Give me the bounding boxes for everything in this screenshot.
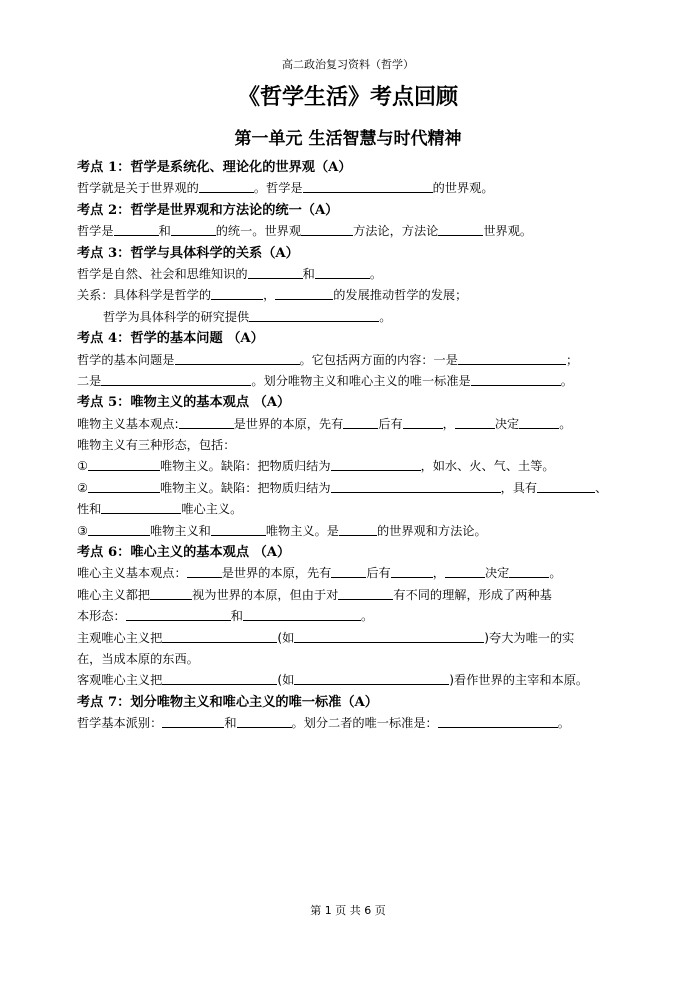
- blank: [338, 587, 393, 600]
- blank: [162, 672, 277, 685]
- kp4-line-2: [77, 371, 667, 392]
- text: 决定: [484, 566, 510, 581]
- text: 是世界的本原，先有: [233, 416, 344, 431]
- text: 。: [549, 566, 562, 581]
- kp3-line-2: [77, 285, 667, 306]
- text: ①: [77, 459, 88, 474]
- blank: [248, 266, 303, 279]
- text: 唯物主义和: [149, 523, 211, 538]
- text: )夸大为唯一的实: [484, 630, 575, 645]
- kp5-heading: 考点 5：唯物主义的基本观点 （A）: [77, 395, 291, 411]
- text: 。: [559, 416, 572, 431]
- text: ，如水、火、气、土等。: [420, 459, 555, 474]
- text: 。哲学是: [253, 181, 303, 196]
- blank: [114, 223, 159, 236]
- blank: [88, 480, 160, 493]
- text: (如: [277, 630, 295, 645]
- kp5-line-6: [77, 521, 667, 542]
- kp6-line-1: [77, 563, 667, 584]
- text: ，: [432, 566, 445, 581]
- blank: [445, 565, 485, 578]
- kp7-line-1: [77, 713, 667, 734]
- text: 的发展推动哲学的发展；: [333, 288, 468, 303]
- text: 本形态：: [77, 609, 126, 624]
- text: 哲学基本派别：: [77, 716, 163, 731]
- kp6-line-2: [77, 585, 667, 606]
- exam-points: [77, 157, 667, 735]
- text: 哲学为具体科学的研究提供: [103, 309, 250, 324]
- text: 。: [360, 609, 374, 624]
- text: 。: [557, 716, 570, 731]
- blank: [391, 565, 433, 578]
- kp6-heading: 考点 6：唯心主义的基本观点 （A）: [77, 545, 291, 561]
- kp5-line-1: [77, 414, 667, 435]
- blank: [537, 480, 595, 493]
- text: (如: [277, 673, 295, 688]
- blank: [519, 416, 559, 429]
- blank: [243, 608, 361, 621]
- text: 性和: [77, 502, 102, 517]
- blank: [187, 565, 222, 578]
- text: 唯物主义。缺陷：把物质归结为: [159, 459, 331, 474]
- text: 、: [595, 480, 608, 495]
- blank: [126, 608, 231, 621]
- blank: [171, 223, 216, 236]
- blank: [101, 501, 181, 514]
- text: 哲学的基本问题是: [77, 352, 175, 367]
- blank: [339, 523, 377, 536]
- text: 。划分二者的唯一标准是：: [291, 716, 438, 731]
- blank: [211, 523, 266, 536]
- blank: [331, 480, 501, 493]
- kp5-line-5: [77, 499, 667, 520]
- blank: [179, 416, 234, 429]
- blank: [211, 287, 263, 300]
- text: ，具有: [500, 480, 538, 495]
- blank: [199, 180, 254, 193]
- blank: [471, 373, 561, 386]
- kp3-line-3: [77, 307, 667, 328]
- blank: [88, 523, 150, 536]
- blank: [237, 715, 292, 728]
- blank: [101, 373, 251, 386]
- unit-title: 第一单元 生活智慧与时代精神: [234, 129, 462, 149]
- text: ，: [442, 416, 455, 431]
- blank: [458, 352, 566, 365]
- kp5-line-2: 唯物主义有三种形态，包括：: [77, 438, 236, 453]
- text: 的世界观和方法论。: [377, 523, 487, 538]
- kp6-line-5: 在，当成本原的东西。: [77, 651, 199, 666]
- blank: [331, 458, 421, 471]
- blank: [162, 630, 277, 643]
- text: 唯心主义。: [181, 502, 243, 517]
- text: 和: [302, 266, 315, 281]
- blank: [175, 352, 300, 365]
- text: 和: [230, 609, 243, 624]
- blank: [249, 309, 379, 322]
- blank: [438, 223, 483, 236]
- text: 二是: [77, 373, 102, 388]
- blank: [303, 180, 433, 193]
- text: 后有: [378, 416, 403, 431]
- document-title: 《哲学生活》考点回顾: [237, 84, 458, 110]
- blank: [509, 565, 549, 578]
- text: 关系：具体科学是哲学的: [77, 288, 212, 303]
- kp4-line-1: [77, 350, 667, 371]
- kp2-heading: 考点 2：哲学是世界观和方法论的统一（A）: [77, 202, 339, 218]
- text: 唯心主义基本观点：: [77, 566, 187, 581]
- kp2-line-1: [77, 221, 667, 242]
- text: 。划分唯物主义和唯心主义的唯一标准是: [251, 373, 471, 388]
- text: 哲学是: [77, 224, 114, 239]
- blank: [275, 287, 333, 300]
- text: 。: [379, 309, 392, 324]
- text: 客观唯心主义把: [77, 673, 163, 688]
- blank: [294, 672, 449, 685]
- kp6-line-4: [77, 628, 667, 649]
- text: ③: [77, 523, 88, 538]
- text: 决定: [494, 416, 520, 431]
- kp5-line-4: [77, 478, 667, 499]
- page-header: 高二政治复习资料（哲学）: [282, 58, 414, 71]
- kp1-heading: 考点 1：哲学是系统化、理论化的世界观（A）: [77, 160, 352, 175]
- text: ②: [77, 480, 88, 495]
- blank: [294, 630, 484, 643]
- blank: [438, 715, 558, 728]
- blank: [315, 266, 370, 279]
- kp3-line-1: [77, 264, 667, 285]
- blank: [331, 565, 366, 578]
- text: 的世界观。: [432, 181, 494, 196]
- blank: [150, 587, 192, 600]
- text: ；: [565, 352, 579, 367]
- text: 。它包括两方面的内容：一是: [299, 352, 458, 367]
- text: 。: [369, 266, 382, 281]
- text: 后有: [366, 566, 391, 581]
- kp5-line-3: [77, 456, 667, 477]
- text: 主观唯心主义把: [77, 630, 163, 645]
- text: 哲学是自然、社会和思维知识的: [77, 266, 248, 281]
- text: 和: [158, 224, 171, 239]
- text: 唯物主义。缺陷：把物质归结为: [159, 480, 331, 495]
- text: 方法论，方法论: [353, 224, 439, 239]
- text: 有不同的理解，形成了两种基: [393, 587, 552, 602]
- text: 唯心主义都把: [77, 587, 151, 602]
- text: 世界观。: [483, 224, 533, 239]
- blank: [301, 223, 353, 236]
- blank: [343, 416, 378, 429]
- blank: [455, 416, 495, 429]
- text: 是世界的本原，先有: [221, 566, 332, 581]
- text: 哲学就是关于世界观的: [77, 181, 199, 196]
- text: 唯物主义基本观点:: [77, 416, 179, 431]
- text: 视为世界的本原，但由于对: [192, 587, 339, 602]
- kp1-line-1: [77, 178, 667, 199]
- text: )看作世界的主宰和本原。: [449, 673, 589, 688]
- blank: [88, 458, 160, 471]
- text: 。: [560, 373, 573, 388]
- text: 和: [224, 716, 237, 731]
- page-footer: 第 1 页 共 6 页: [310, 904, 386, 917]
- kp6-line-3: [77, 606, 667, 627]
- kp4-heading: 考点 4：哲学的基本问题 （A）: [77, 331, 264, 347]
- text: 的统一。世界观: [215, 224, 302, 239]
- text: 唯物主义。是: [265, 523, 339, 538]
- blank: [162, 715, 224, 728]
- kp6-line-6: [77, 670, 667, 691]
- text: ，: [263, 288, 276, 303]
- kp7-heading: 考点 7：划分唯物主义和唯心主义的唯一标准（A）: [77, 694, 378, 710]
- kp3-heading: 考点 3：哲学与具体科学的关系（A）: [77, 245, 299, 261]
- blank: [403, 416, 443, 429]
